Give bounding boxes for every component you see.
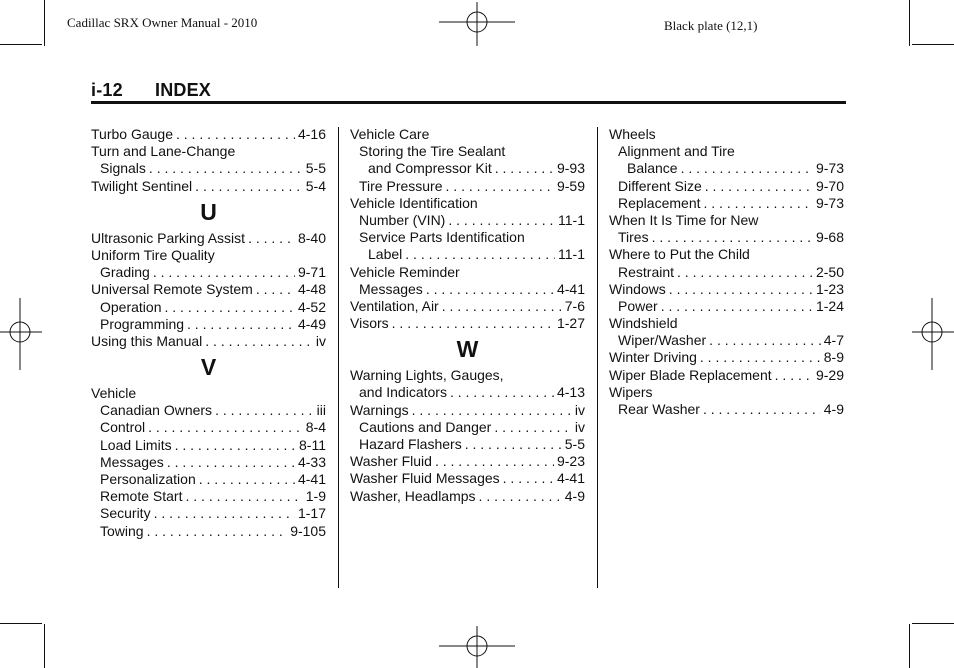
registration-mark-right-icon [912,298,954,370]
crop-mark-bottom-right-h [912,623,954,624]
index-entry: Warning Lights, Gauges, [350,367,504,384]
index-entry: Hazard Flashers . . . 5-5 [350,436,585,453]
index-entry: Label . . . 11-1 [350,246,585,263]
index-entry: Ventilation, Air . . . 7-6 [350,298,585,315]
index-entry: Load Limits . . . 8-11 [91,437,326,454]
index-entry: Programming . . . 4-49 [91,316,326,333]
index-column-2 [350,126,585,505]
index-entry: Turn and Lane-Change [91,143,236,160]
index-entry: Turbo Gauge . . . 4-16 [91,126,326,143]
crop-mark-bottom-left-h [0,623,42,624]
index-entry: Control . . . 8-4 [91,419,326,436]
index-entry: Wiper/Washer . . . 4-7 [609,332,844,349]
index-entry: Replacement . . . 9-73 [609,195,844,212]
registration-mark-left-icon [0,298,42,370]
index-column-1 [91,126,326,540]
index-entry: Visors . . . 1-27 [350,315,585,332]
index-entry: Ultrasonic Parking Assist . . . 8-40 [91,230,326,247]
index-entry: Storing the Tire Sealant [359,143,506,160]
index-entry: Personalization . . . 4-41 [91,471,326,488]
index-entry: Balance . . . 9-73 [609,160,844,177]
index-entry: Warnings . . . iv [350,402,585,419]
index-entry: Alignment and Tire [618,143,735,160]
index-entry: and Compressor Kit . . . 9-93 [350,160,585,177]
crop-mark-top-left-v [44,0,45,46]
index-entry: Messages . . . 4-41 [350,281,585,298]
index-entry: Vehicle [91,385,137,402]
index-entry: Canadian Owners . . . iii [91,402,326,419]
index-entry: Winter Driving . . . 8-9 [609,349,844,366]
crop-mark-top-left-h [0,44,42,45]
index-entry: Grading . . . 9-71 [91,264,326,281]
crop-mark-bottom-left-v [44,624,45,668]
index-entry: and Indicators . . . 4-13 [350,384,585,401]
page-number: i-12 [91,80,123,100]
index-entry: Rear Washer . . . 4-9 [609,401,844,418]
index-entry: Towing . . . 9-105 [91,523,326,540]
page-title [91,80,211,101]
index-entry: Remote Start . . . 1-9 [91,488,326,505]
index-entry: Twilight Sentinel . . . 5-4 [91,178,326,195]
index-entry: Washer, Headlamps . . . 4-9 [350,488,585,505]
registration-mark-top-icon [439,2,515,46]
index-entry: Messages . . . 4-33 [91,454,326,471]
index-entry: Different Size . . . 9-70 [609,178,844,195]
crop-mark-bottom-right-v [909,624,910,668]
index-entry: Washer Fluid Messages . . . 4-41 [350,470,585,487]
index-entry: Wipers [609,383,653,400]
index-entry: When It Is Time for New [609,211,759,228]
index-entry: Wheels [609,126,656,142]
column-separator-1 [338,127,339,588]
index-entry: Universal Remote System . . . 4-48 [91,281,326,298]
crop-mark-top-right-h [912,44,954,45]
section-title: INDEX [155,80,212,100]
document-title: Cadillac SRX Owner Manual - 2010 [67,15,258,30]
index-entry: Power . . . 1-24 [609,298,844,315]
index-entry: Using this Manual . . . iv [91,333,326,350]
index-entry: Vehicle Reminder [350,263,460,280]
index-entry: Where to Put the Child [609,246,750,263]
index-entry: Tires . . . 9-68 [609,229,844,246]
index-entry: Vehicle Identification [350,194,478,211]
title-rule [91,101,846,104]
index-entry: Uniform Tire Quality [91,246,215,263]
index-entry: Tire Pressure . . . 9-59 [350,178,585,195]
index-entry: Wiper Blade Replacement . . . 9-29 [609,367,844,384]
index-entry: Operation . . . 4-52 [91,299,326,316]
index-entry: Restraint . . . 2-50 [609,264,844,281]
index-entry: Vehicle Care [350,126,430,142]
plate-label: Black plate (12,1) [664,18,758,33]
index-entry: Service Parts Identification [359,229,525,246]
column-separator-2 [597,127,598,588]
index-entry: Number (VIN) . . . 11-1 [350,212,585,229]
index-entry: Windows . . . 1-23 [609,281,844,298]
index-entry: Security . . . 1-17 [91,505,326,522]
section-letter-u: U [200,198,217,225]
index-entry: Windshield [609,315,678,332]
index-entry: Washer Fluid . . . 9-23 [350,453,585,470]
index-column-3 [609,126,844,418]
section-letter-v: V [200,354,217,381]
section-letter-w: W [456,336,479,363]
index-entry: Cautions and Danger . . . iv [350,419,585,436]
index-entry: Signals . . . 5-5 [91,160,326,177]
registration-mark-bottom-icon [439,626,515,668]
crop-mark-top-right-v [909,0,910,46]
